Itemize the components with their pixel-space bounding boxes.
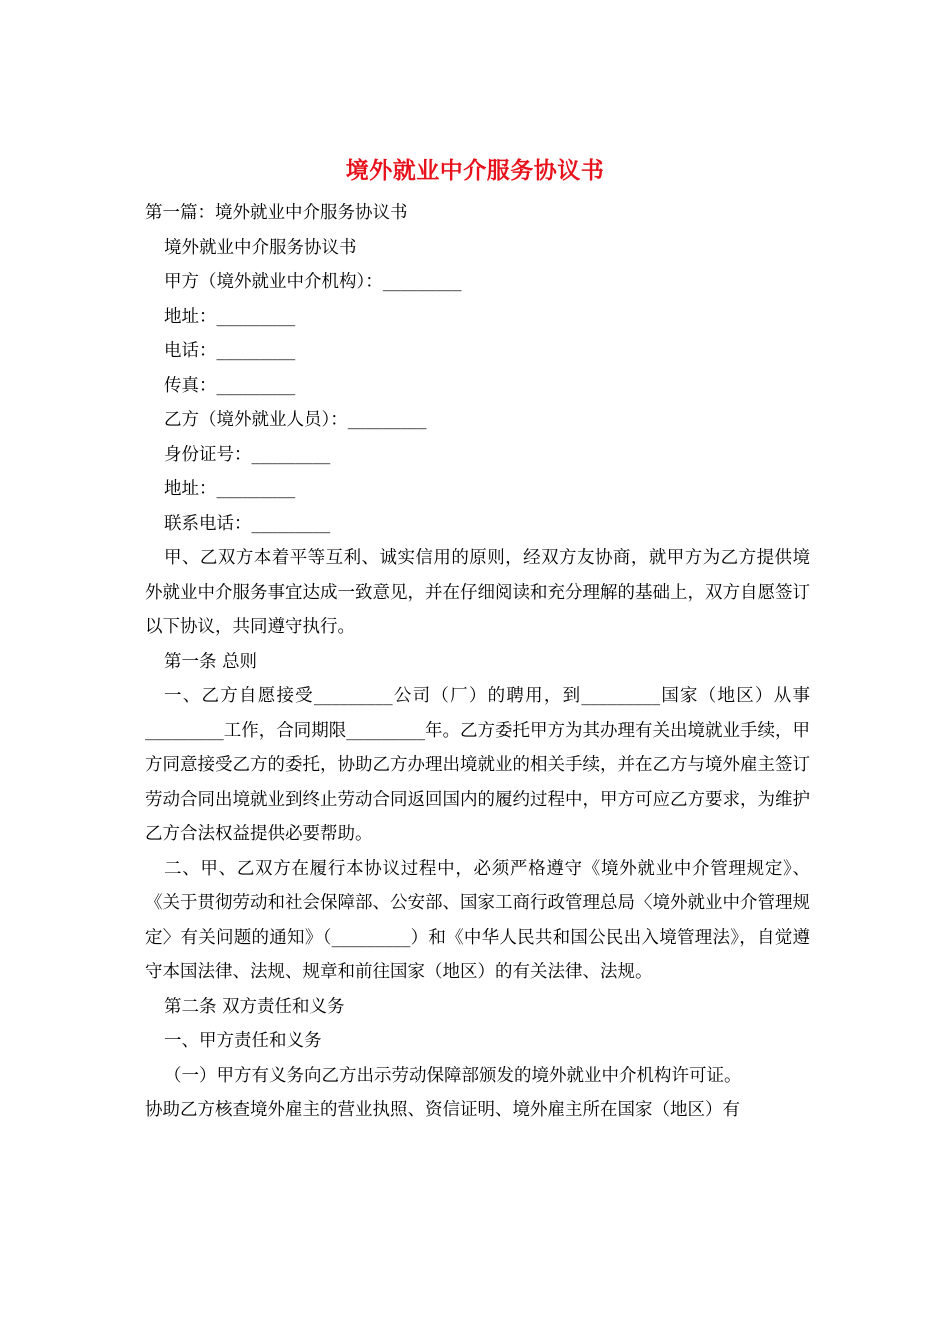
document-body — [145, 196, 810, 1128]
party-b-line: 乙方（境外就业人员）：_________ — [164, 410, 427, 430]
party-b-address-line: 地址：_________ — [164, 479, 296, 499]
article-1-clause-1: 一、乙方自愿接受_________公司（厂）的聘用，到_________国家（地区）从事_________工作，合同期限_________年。乙方委托甲方为其办理有关出境就业手续，甲方同意接受乙方的委托，协助乙方办理出境就业的相关手续，并在乙方与境外雇主签订劳动合同出境就业到终止劳动合同返回国内的履约过程中，甲方可应乙方要求，为维护乙方合法权益提供必要帮助。 — [145, 686, 810, 844]
article-1-heading: 第一条 总则 — [164, 651, 258, 672]
party-a-address-line: 地址：_________ — [164, 306, 296, 327]
party-b-id-line: 身份证号：_________ — [164, 444, 331, 465]
article-2-heading: 第二条 双方责任和义务 — [164, 996, 345, 1017]
party-a-duty-1: （一）甲方有义务向乙方出示劳动保障部颁发的境外就业中介机构许可证。 — [164, 1065, 742, 1086]
party-b-phone-line: 联系电话：_________ — [164, 513, 331, 534]
article-1-clause-2: 二、甲、乙双方在履行本协议过程中，必须严格遵守《境外就业中介管理规定》、《关于贯彻劳动和社会保障部、公安部、国家工商行政管理总局〈境外就业中介管理规定〉有关问题的通知》（_________）和《中华人民共和国公民出入境管理法》，自觉遵守本国法律、法规、规章和前往国家（地区）的有关法律、法规。 — [145, 858, 810, 982]
party-a-duties-heading: 一、甲方责任和义务 — [164, 1031, 322, 1051]
part-heading: 第一篇：境外就业中介服务协议书 — [145, 203, 408, 223]
party-a-line: 甲方（境外就业中介机构）：_________ — [164, 272, 462, 292]
party-a-phone-line: 电话：_________ — [164, 341, 296, 361]
party-a-duty-1-continued: 协助乙方核查境外雇主的营业执照、资信证明、境外雇主所在国家（地区）有 — [145, 1100, 740, 1120]
preamble-paragraph: 甲、乙双方本着平等互利、诚实信用的原则，经双方友协商，就甲方为乙方提供境外就业中介服务事宜达成一致意见，并在仔细阅读和充分理解的基础上，双方自愿签订以下协议，共同遵守执行。 — [145, 548, 810, 637]
agreement-subtitle: 境外就业中介服务协议书 — [164, 237, 357, 258]
party-a-fax-line: 传真：_________ — [164, 375, 296, 396]
document-title: 境外就业中介服务协议书 — [345, 158, 605, 184]
